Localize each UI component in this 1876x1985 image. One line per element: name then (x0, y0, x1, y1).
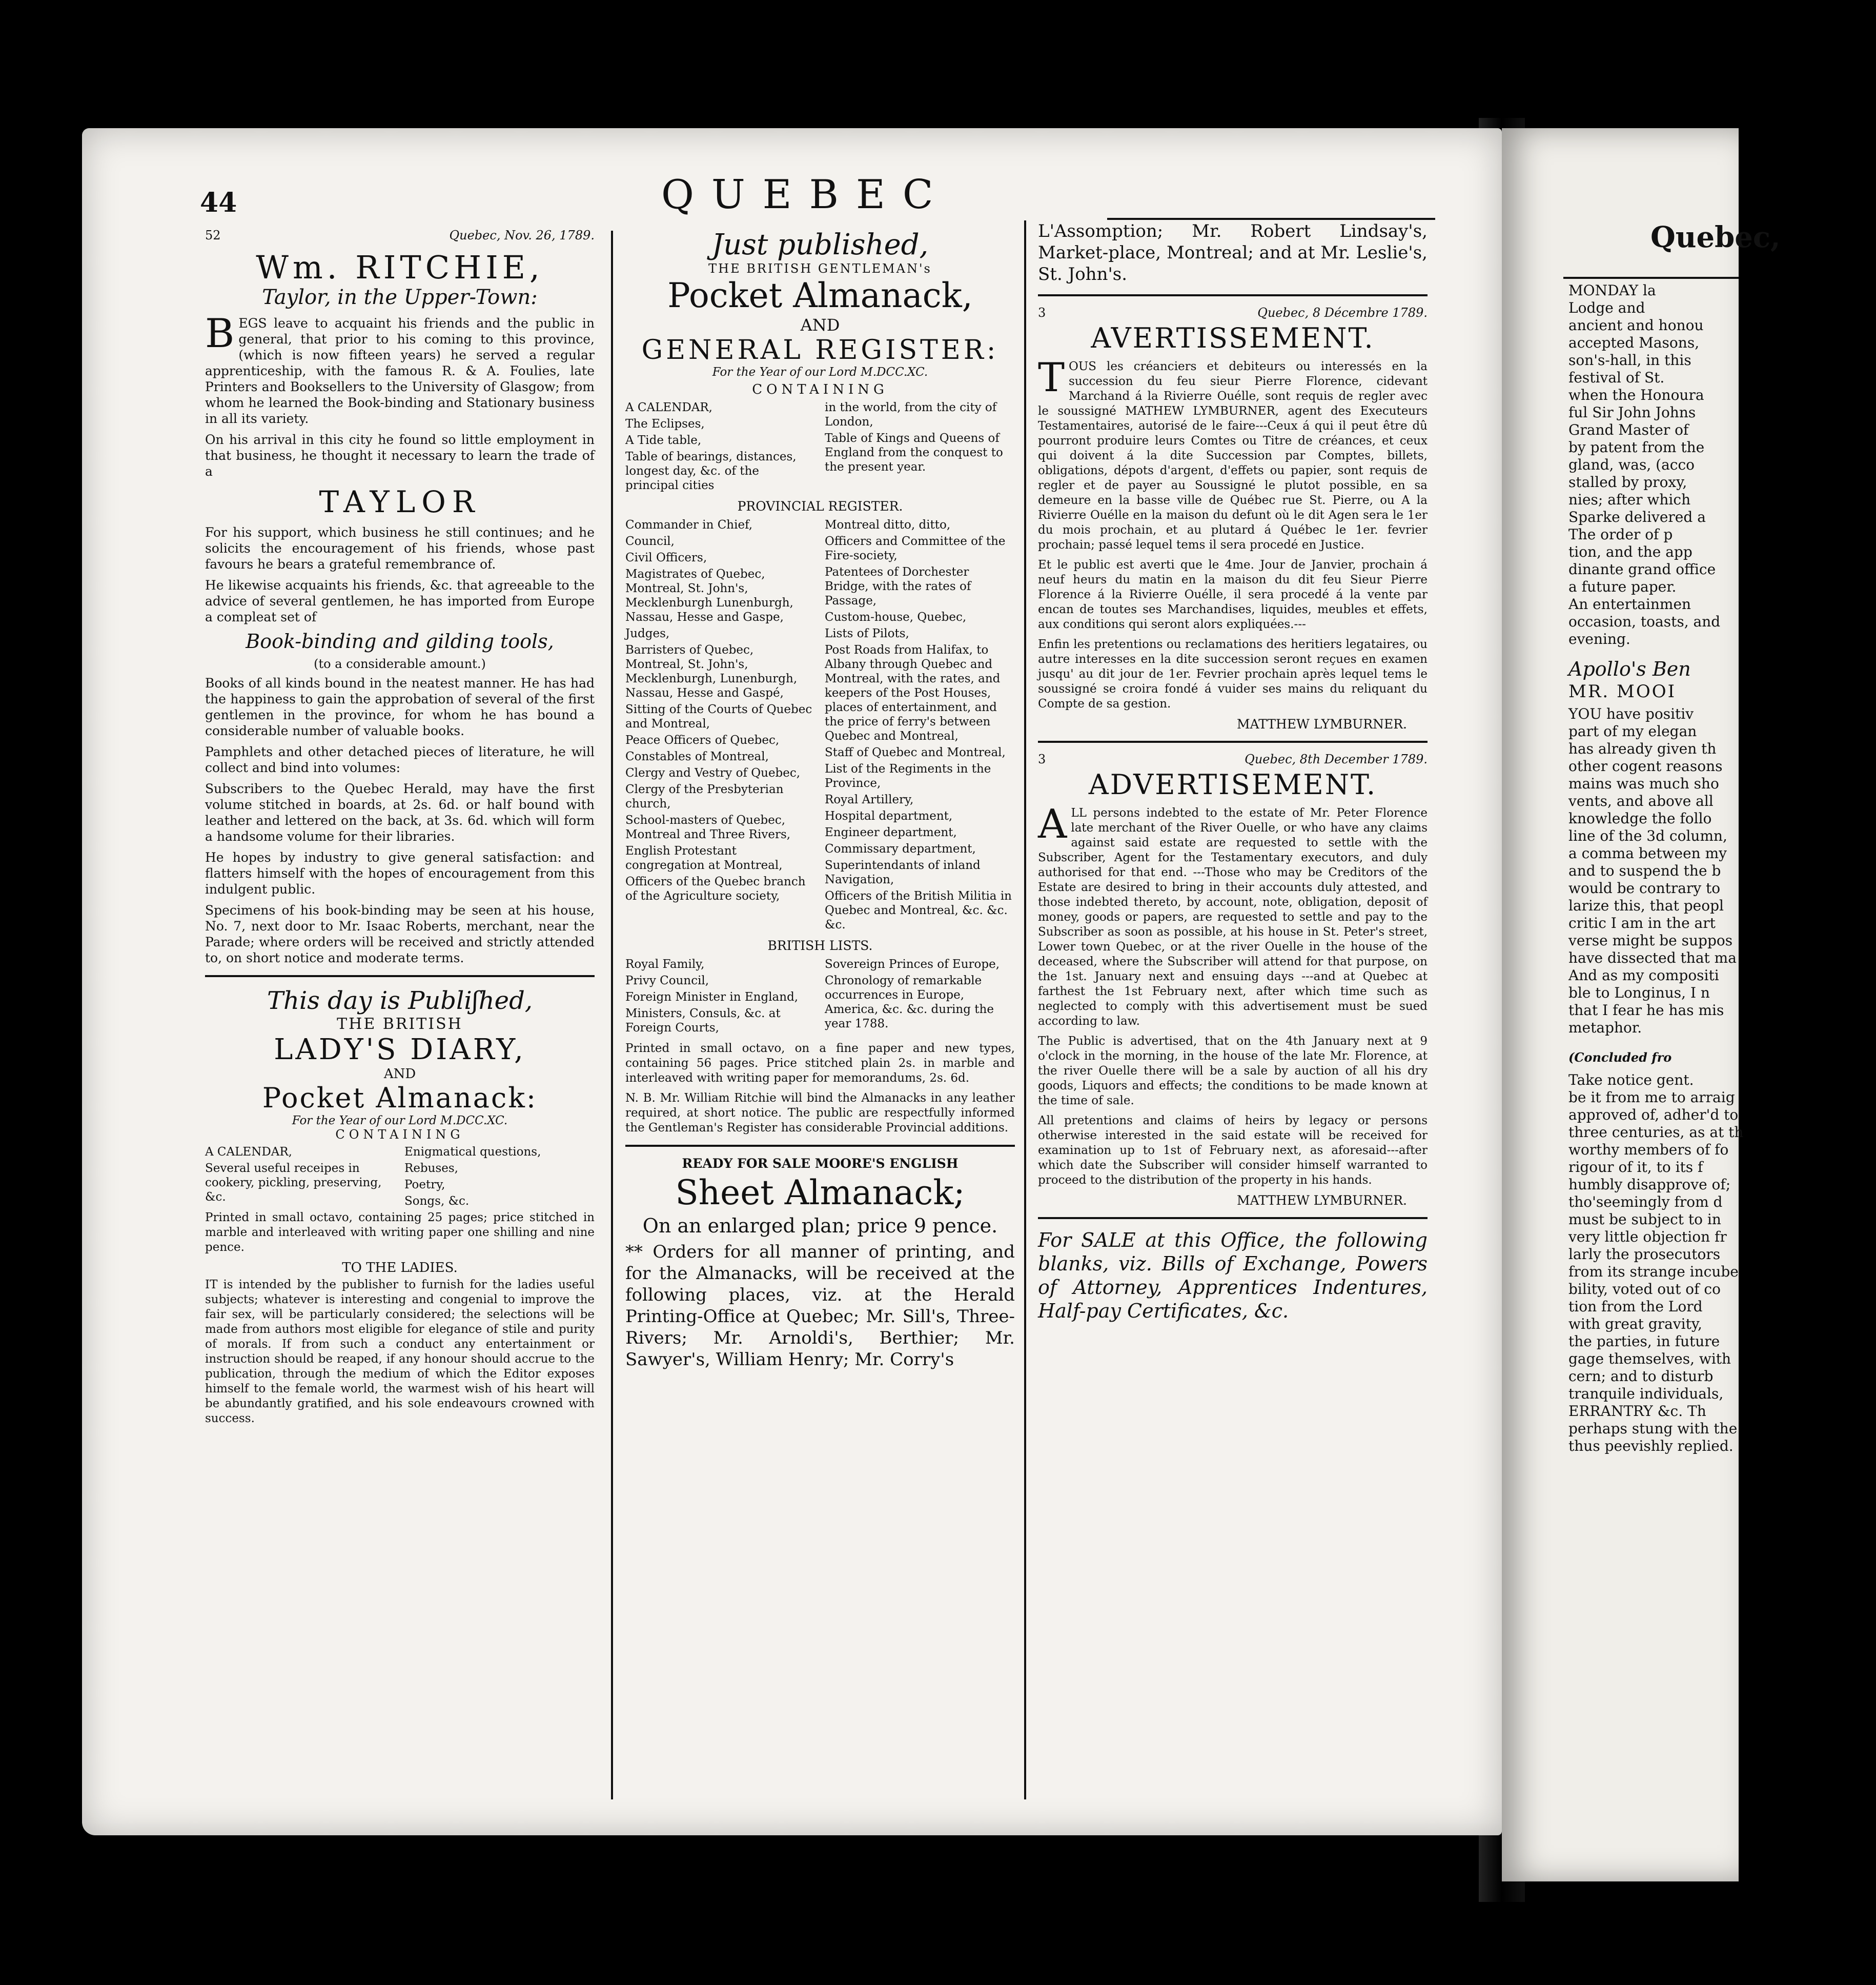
adjacent-line: Grand Master of (1568, 421, 1689, 438)
adjacent-line: a future paper. (1568, 578, 1677, 595)
diary-and: AND (383, 1066, 416, 1082)
adjacent-line: must be subject to in (1568, 1211, 1721, 1228)
advertisement-paragraph-2: The Public is advertised, that on the 4th January next at 9 o'clock in the morning, in the house of the late Mr. Florence, at the river Ouelle there will be a sale by auction of all his dry goods, Liquors and effects; the conditions to be made known at the time of sale. (1038, 1035, 1428, 1107)
page-number: 44 (200, 187, 237, 218)
ritchie-paragraph-2: On his arrival in this city he found so little employment in that business, he thought it necessary to learn the trade of a (205, 432, 595, 479)
avertissement-signature: MATTHEW LYMBURNER. (1236, 717, 1407, 732)
british-lists-heading: BRITISH LISTS. (767, 938, 873, 953)
gentlemans-title: THE BRITISH GENTLEMAN's (708, 261, 932, 276)
adjacent-masthead: Quebec, (1650, 220, 1781, 254)
provincial-left-10: Clergy and Vestry of Quebec, (625, 766, 801, 780)
adjacent-concluded: (Concluded fro (1568, 1050, 1672, 1065)
adjacent-line: bility, voted out of co (1568, 1281, 1721, 1298)
adjacent-line: festival of St. (1568, 369, 1665, 386)
tools-note: (to a considerable amount.) (314, 657, 486, 671)
adjacent-line: ble to Longinus, I n (1568, 984, 1710, 1001)
ritchie-paragraph-9: Specimens of his book-binding may be seen at his house, No. 7, next door to Mr. Isaac Roberts, merchant, near the Parade; where orders will be received and strictly attended to, on short notice and moderate terms. (205, 903, 595, 965)
enlarged-plan: On an enlarged plan; price 9 pence. (642, 1214, 998, 1237)
adjacent-page (1502, 128, 1781, 1881)
taylor-heading: TAYLOR (319, 484, 481, 519)
diary-contents-right-3: Poetry, (404, 1178, 445, 1191)
adjacent-line: has already given th (1568, 740, 1717, 757)
tools-heading: Book-binding and gilding tools, (246, 630, 554, 653)
en-ad-number: 3 (1038, 752, 1046, 766)
ritchie-paragraph-1: BEGS leave to acquaint his friends and the public in general, that prior to his coming to this province, (which is now fifteen years) he served a regular apprenticeship, with the famous R. & A. Foulies, late Printers and Booksellers to the University of Glasgow; from whom he learned the Book-binding and Stationary business in all its variety. (205, 311, 595, 426)
diary-printed-note: Printed in small octavo, containing 25 pages; price stitched in marble and interleaved with writing paper one shilling and nine pence. (205, 1211, 595, 1254)
avertissement-paragraph-3: Enfin les pretentions ou reclamations des heritiers legataires, ou autre interesses en la dite succession seront reçues en examen jusqu' au dit jour de 1er. Fevrier prochain après lequel tems le soussigné se croira fondé á vuider ses mains du reliquant du Compte de sa gestion. (1038, 638, 1428, 711)
advertiser-name: Wm. RITCHIE, (256, 249, 544, 286)
adjacent-line: very little objection fr (1568, 1228, 1727, 1245)
adjacent-moore: MR. MOOI (1568, 681, 1677, 702)
column-3 (1038, 220, 1428, 1328)
adjacent-line: dinante grand office (1568, 561, 1716, 578)
ritchie-paragraph-8: He hopes by industry to give general satisfaction: and flatters himself with the hopes of encouragement from this indulgent public. (205, 850, 595, 897)
adjacent-line: accepted Masons, (1568, 334, 1700, 351)
adjacent-line: critic I am in the art (1568, 915, 1716, 931)
adjacent-line: mains was much sho (1568, 775, 1719, 792)
column-rule-1 (611, 231, 613, 1799)
newspaper-page (82, 128, 1502, 1835)
for-sale-paragraph: For SALE at this Office, the following blanks, viz. Bills of Exchange, Powers of Attorney, Apprentices Indentures, Half-pay Certificates, &c. (1038, 1229, 1428, 1322)
british-right-2: Chronology of remarkable occurrences in Europe, America, &c. &c. during the year 1788. (825, 974, 994, 1030)
provincial-left-12: School-masters of Quebec, Montreal and Three Rivers, (625, 814, 791, 841)
adjacent-line: ancient and honou (1568, 317, 1704, 334)
adjacent-line: have dissected that ma (1568, 949, 1737, 966)
provincial-right-5: Lists of Pilots, (825, 627, 909, 640)
adjacent-line: with great gravity, (1568, 1315, 1702, 1332)
adjacent-line: other cogent reasons (1568, 758, 1723, 775)
adjacent-line: a comma between my (1568, 845, 1727, 862)
adjacent-line: son's-hall, in this (1568, 352, 1691, 369)
adjacent-line: cern; and to disturb (1568, 1368, 1714, 1385)
provincial-right-10: Hospital department, (825, 809, 953, 823)
adjacent-line: and to suspend the b (1568, 862, 1721, 879)
adjacent-line: larly the prosecutors (1568, 1246, 1721, 1263)
british-left-3: Foreign Minister in England, (625, 990, 799, 1004)
adjacent-line: occasion, toasts, and (1568, 613, 1721, 630)
diary-containing: CONTAINING (335, 1127, 464, 1142)
column-rule-2 (1024, 220, 1026, 1799)
adjacent-line: verse might be suppos (1568, 932, 1733, 949)
diary-contents-right-1: Enigmatical questions, (404, 1145, 541, 1159)
just-published-heading: Just published, (711, 228, 929, 261)
section-divider (205, 975, 595, 977)
provincial-left-7: Sitting of the Courts of Quebec and Montreal, (625, 703, 812, 731)
calendar-left-4: Table of bearings, distances, longest day, &c. of the principal cities (625, 450, 797, 492)
provincial-left-9: Constables of Montreal, (625, 750, 769, 763)
adjacent-line: worthy members of fo (1568, 1141, 1729, 1158)
calendar-right-2: Table of Kings and Queens of England from the conquest to the present year. (825, 432, 1003, 474)
provincial-left-4: Magistrates of Quebec, Montreal, St. John's, Mecklenburgh Lunenburgh, Nassau, Hesse and Gaspe, (625, 568, 793, 624)
adjacent-line: thus peevishly replied. (1568, 1437, 1734, 1454)
provincial-left-3: Civil Officers, (625, 551, 707, 564)
provincial-register-heading: PROVINCIAL REGISTER. (737, 499, 903, 514)
adjacent-line: rigour of it, to its f (1568, 1159, 1703, 1176)
masthead: QUEBEC (661, 172, 951, 218)
provincial-left-6: Barristers of Quebec, Montreal, St. John's, Mecklenburgh, Lunenburgh, Nassau, Hesse and Gaspé, (625, 643, 798, 700)
gentlemans-pocket-almanack: Pocket Almanack, (667, 276, 973, 315)
adjacent-line: tion, and the app (1568, 543, 1693, 560)
adjacent-line: be it from me to arraig (1568, 1089, 1735, 1106)
diary-contents (205, 1145, 595, 1210)
british-left-4: Ministers, Consuls, &c. at Foreign Courts, (625, 1007, 781, 1035)
provincial-right-2: Officers and Committee of the Fire-society, (825, 535, 1006, 562)
gentlemans-nb-note: N. B. Mr. William Ritchie will bind the Almanacks in any leather required, at short notice. The public are respectfully informed the Gentleman's Register has considerable Provincial additions. (625, 1091, 1015, 1135)
provincial-left-2: Council, (625, 535, 675, 548)
orders-continued: L'Assomption; Mr. Robert Lindsay's, Market-place, Montreal; and at Mr. Leslie's, St. John's. (1038, 221, 1428, 285)
adjacent-line: when the Honoura (1568, 387, 1704, 403)
adjacent-line: nies; after which (1568, 491, 1691, 508)
section-divider (1038, 294, 1428, 296)
provincial-left-8: Peace Officers of Quebec, (625, 734, 780, 747)
provincial-register-contents (625, 518, 1015, 934)
calendar-left-3: A Tide table, (625, 434, 702, 447)
british-left-1: Royal Family, (625, 958, 705, 971)
adjacent-line: An entertainmen (1568, 596, 1691, 613)
provincial-left-13: English Protestant congregation at Montreal, (625, 844, 783, 872)
gentlemans-and: AND (800, 315, 840, 335)
adjacent-line: evening. (1568, 631, 1630, 647)
ladies-paragraph: IT is intended by the publisher to furnish for the ladies useful subjects; whatever is interesting and congenial to improve the fair sex, will be particularly considered; the selections will be made from authors most eligible for elegance of stile and purity of morals. If from such a conduct any entertainment or instruction should be reaped, if any honour should accrue to the publication, through the medium of which the Editor exposes himself to the female world, the warmest wish of his heart will be abundantly gratified, and his sole endeavours crowned with success. (205, 1278, 595, 1425)
adjacent-line: MONDAY la (1568, 282, 1656, 299)
advertisement-paragraph-3: All pretentions and claims of heirs by legacy or persons otherwise interested in the said estate will be received for examination up to 1st of February next, as aforesaid---after which date the Subscriber will consider himself warranted to proceed to the distribution of the property in his hands. (1038, 1114, 1428, 1187)
adjacent-line: would be contrary to (1568, 880, 1721, 897)
dateline: Quebec, Nov. 26, 1789. (449, 228, 595, 242)
section-divider (625, 1145, 1015, 1147)
column-2 (625, 228, 1015, 1375)
provincial-right-7: Staff of Quebec and Montreal, (825, 746, 1006, 759)
adjacent-line: humbly disapprove of; (1568, 1176, 1731, 1193)
fr-ad-number: 3 (1038, 306, 1046, 320)
calendar-right-1: in the world, from the city of London, (825, 401, 997, 429)
adjacent-line: gage themselves, with (1568, 1350, 1731, 1367)
adjacent-line: line of the 3d column, (1568, 827, 1727, 844)
adjacent-line: the parties, in future (1568, 1333, 1720, 1350)
adjacent-line: approved of, adher'd to (1568, 1106, 1739, 1123)
avertissement-paragraph-1: TOUS les créanciers et debiteurs ou interessés en la succession du feu sieur Pierre Florence, cidevant Marchand á la Rivierre Ouélle, sont requis de regler avec le soussigné MATHEW LYMBURNER, agent des Executeurs Testamentaires, autorisé de le faire---Ceux á qui il peut être dû pourront produire leurs Comtes ou Titre de créances, et ceux qui doivent á la dite Succession par Comptes, billets, obligations, dépots d'argent, d'effets ou papier, sont requis de regler et de payer au Soussigné le plutot possible, en sa demeure en la basse ville de Québec rue St. Pierre, ou A la Rivierre Ouélle en la maison du defunt où le dit Agen sera le 1er du mois prochain, et au plutard á Québec le 1er. fevrier prochain; passé lequel tems il sera procedé en Justice. (1038, 355, 1428, 552)
adjacent-line: stalled by proxy, (1568, 474, 1687, 491)
adjacent-line: that I fear he has mis (1568, 1002, 1724, 1019)
adjacent-line: metaphor. (1568, 1019, 1642, 1036)
adjacent-line: YOU have positiv (1568, 705, 1694, 722)
adjacent-line: larize this, that peopl (1568, 897, 1724, 914)
avertissement-heading: AVERTISSEMENT. (1091, 322, 1375, 354)
section-divider (1038, 741, 1428, 743)
diary-contents-right-2: Rebuses, (404, 1162, 458, 1175)
provincial-right-12: Commissary department, (825, 842, 976, 856)
calendar-contents (625, 400, 1015, 495)
diary-contents-left-2: Several useful receipes in cookery, pickling, preserving, &c. (205, 1162, 382, 1204)
adjacent-line: Sparke delivered a (1568, 509, 1706, 525)
sheet-almanack-heading: Sheet Almanack; (675, 1173, 965, 1212)
ritchie-paragraph-4: He likewise acquaints his friends, &c. that agreeable to the advice of several gentlemen, he has imported from Europe a compleat set of (205, 578, 595, 624)
adjacent-line: gland, was, (acco (1568, 456, 1695, 473)
calendar-left-1: A CALENDAR, (625, 401, 712, 414)
adjacent-line: ful Sir John Johns (1568, 404, 1696, 421)
gentlemans-containing: CONTAINING (752, 382, 888, 397)
adjacent-line: And as my compositi (1568, 967, 1719, 984)
adjacent-line: The order of p (1568, 526, 1673, 543)
adjacent-line: ERRANTRY &c. Th (1568, 1403, 1706, 1420)
general-register-heading: GENERAL REGISTER: (641, 335, 999, 366)
ritchie-paragraph-6: Pamphlets and other detached pieces of literature, he will collect and bind into volumes: (205, 744, 595, 775)
section-divider (1038, 1217, 1428, 1219)
fr-dateline: Quebec, 8 Décembre 1789. (1257, 306, 1428, 320)
adjacent-line: perhaps stung with the (1568, 1420, 1738, 1437)
ritchie-paragraph-3: For his support, which business he still continues; and he solicits the encouragement of his friends, whose past favours he bears a grateful remembrance of. (205, 525, 595, 572)
gentlemans-printed-note: Printed in small octavo, on a fine paper and new types, containing 56 pages. Price stitched plain 2s. in marble and interleaved with writing paper for memorandums, 2s. 6d. (625, 1042, 1015, 1085)
adjacent-line: vents, and above all (1568, 793, 1714, 809)
diary-published-heading: This day is Publiʃhed, (267, 986, 533, 1015)
british-left-2: Privy Council, (625, 974, 709, 987)
avertissement-paragraph-2: Et le public est averti que le 4me. Jour de Janvier, prochain á neuf heurs du matin en la maison du dit feu Sieur Pierre Florence á la Rivierre Ouélle, il sera procedé á la vente par encan de toutes ses Marchandises, liquides, meubles et effets, aux conditions qui seront alors expliquées.--- (1038, 558, 1428, 631)
provincial-right-6: Post Roads from Halifax, to Albany through Quebec and Montreal, with the rates, and keepers of the Post Houses, places of entertainment, and the price of ferry's between Quebec and Montreal, (825, 643, 1001, 743)
orders-paragraph: ** Orders for all manner of printing, and for the Almanacks, will be received at the following places, viz. at the Herald Printing-Office at Quebec; Mr. Sill's, Three-Rivers; Mr. Arnoldi's, Berthier; Mr. Sawyer's, William Henry; Mr. Corry's (625, 1242, 1015, 1370)
adjacent-line: Lodge and (1568, 299, 1645, 316)
adjacent-line: knowledge the follo (1568, 810, 1712, 827)
adjacent-masthead-rule (1563, 277, 1739, 279)
provincial-left-14: Officers of the Quebec branch of the Agriculture society, (625, 875, 806, 903)
diary-title: LADY'S DIARY, (274, 1033, 526, 1066)
diary-contents-right-4: Songs, &c. (404, 1194, 470, 1208)
advertisement-paragraph-1: ALL persons indebted to the estate of Mr. Peter Florence late merchant of the River Ouelle, or who have any claims against said estate are requested to settle with the Subscriber, Agent for the Testamentary executors, and duly authorised for that end. ---Those who may be Creditors of the Estate are desired to bring in their accounts duly attested, and those indebted thereto, by account, note, obligation, deposit of money, goods or papers, are requested to settle and pay to the Subscriber as soon as possible, at his house in St. Peter's street, Lower town Quebec, or at the river Ouelle in the house of the deceased, where the Subscriber will attend for that purpose, on the 1st. January next and ensuing days ---and at Quebec at farthest the 1st February next, after which time such as neglected to comply with this advertisement must be sued according to law. (1038, 801, 1428, 1028)
ritchie-paragraph-5: Books of all kinds bound in the neatest manner. He has had the happiness to gain the approbation of several of the first gentlemen in the province, for whom he has bound a considerable number of valuable books. (205, 676, 595, 738)
diary-contents-left-1: A CALENDAR, (205, 1145, 292, 1159)
adjacent-column (1568, 282, 1876, 1455)
provincial-right-9: Royal Artillery, (825, 793, 914, 806)
ladies-heading: TO THE LADIES. (342, 1260, 458, 1275)
provincial-left-1: Commander in Chief, (625, 518, 753, 532)
masthead-rule (1107, 218, 1435, 220)
adjacent-line: tion from the Lord (1568, 1298, 1703, 1315)
en-dateline: Quebec, 8th December 1789. (1245, 752, 1428, 766)
adjacent-line: from its strange incube (1568, 1263, 1739, 1280)
british-right-1: Sovereign Princes of Europe, (825, 958, 1000, 971)
provincial-right-1: Montreal ditto, ditto, (825, 518, 951, 532)
provincial-left-11: Clergy of the Presbyterian church, (625, 783, 784, 811)
ready-for-sale: READY FOR SALE MOORE'S ENGLISH (682, 1156, 959, 1171)
provincial-right-14: Officers of the British Militia in Quebec and Montreal, &c. &c. &c. (825, 889, 1012, 931)
calendar-left-2: The Eclipses, (625, 417, 705, 431)
provincial-right-11: Engineer department, (825, 826, 957, 839)
advertisement-heading: ADVERTISEMENT. (1088, 768, 1377, 801)
adjacent-line: tranquile individuals, (1568, 1385, 1724, 1402)
provincial-right-13: Superintendants of inland Navigation, (825, 859, 981, 886)
provincial-right-3: Patentees of Dorchester Bridge, with the rates of Passage, (825, 565, 971, 607)
diary-year: For the Year of our Lord M.DCC.XC. (292, 1114, 508, 1127)
diary-pocket-almanack: Pocket Almanack: (262, 1082, 538, 1114)
gentlemans-year: For the Year of our Lord M.DCC.XC. (712, 366, 928, 379)
british-lists-contents (625, 957, 1015, 1037)
adjacent-line: by patent from the (1568, 439, 1705, 456)
adjacent-apollo: Apollo's Ben (1568, 658, 1691, 680)
advertisement-signature: MATTHEW LYMBURNER. (1236, 1193, 1407, 1208)
adjacent-line: Take notice gent. (1568, 1071, 1694, 1088)
adjacent-line: tho'seemingly from d (1568, 1193, 1723, 1210)
adjacent-line: three centuries, as at th (1568, 1124, 1744, 1141)
provincial-left-5: Judges, (625, 627, 670, 640)
provincial-right-4: Custom-house, Quebec, (825, 611, 967, 624)
column-1 (205, 228, 595, 1431)
advertiser-subtitle: Taylor, in the Upper-Town: (262, 286, 538, 309)
provincial-right-8: List of the Regiments in the Province, (825, 762, 991, 790)
diary-the-british: THE BRITISH (337, 1015, 463, 1033)
adjacent-line: part of my elegan (1568, 723, 1697, 740)
ritchie-paragraph-7: Subscribers to the Quebec Herald, may have the first volume stitched in boards, at 2s. 6d. or half bound with leather and lettered on the back, at 3s. 6d. which will form a handsome volume for their libraries. (205, 781, 595, 844)
ad-number: 52 (205, 228, 221, 242)
